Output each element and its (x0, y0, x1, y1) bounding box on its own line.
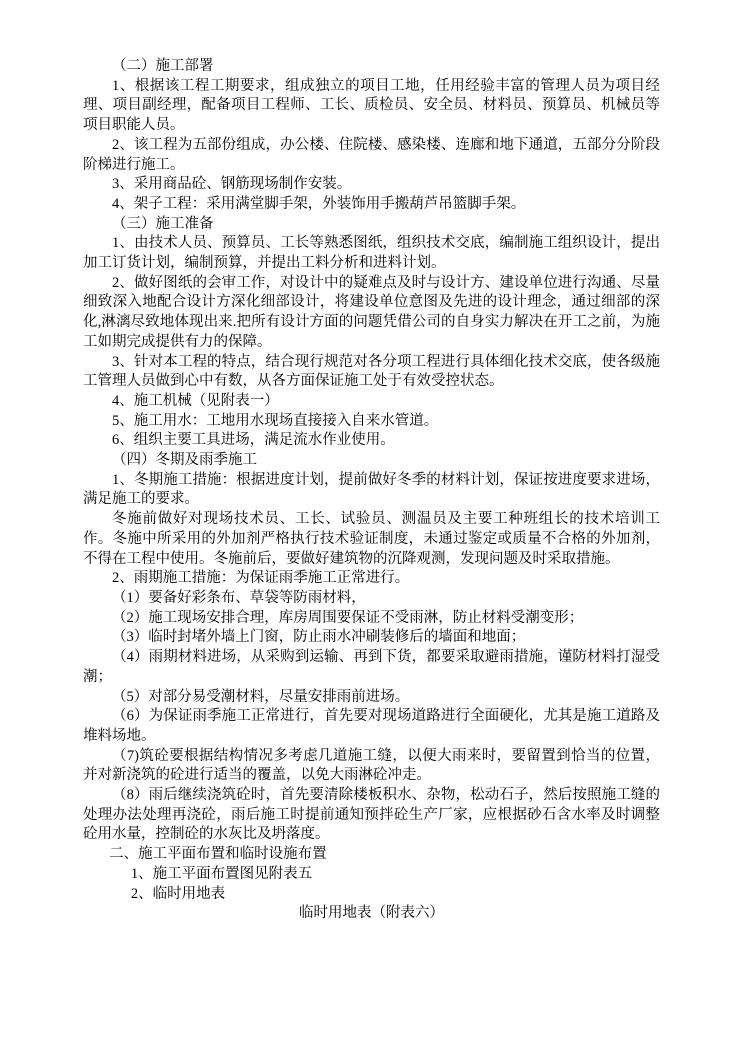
paragraph: 6、组织主要工具进场，满足流水作业使用。 (112, 432, 395, 449)
paragraph: 2、做好图纸的会审工作，对设计中的疑难点及时与设计方、建设单位进行沟通、尽量细致深入地配合设计方深化细部设计，将建设单位意图及先进的设计理念，通过细部的深化,淋漓尽致地体现出来.把所有设计方面的问题凭借公司的自身实力解决在开工之前，为施工如期完成提供有力的保障。 (83, 274, 660, 350)
paragraph: （6）为保证雨季施工正常进行，首先要对现场道路进行全面硬化，尤其是施工道路及堆料场地。 (83, 708, 660, 744)
paragraph: （1）要备好彩条布、草袋等防雨材料， (112, 589, 366, 606)
paragraph: 2、该工程为五部份组成，办公楼、住院楼、感染楼、连廊和地下通道，五部分分阶段阶梯进行施工。 (83, 136, 660, 173)
paragraph: 3、针对本工程的特点，结合现行规范对各分项工程进行具体细化技术交底，使各级施工管理人员做到心中有数，从各方面保证施工处于有效受控状态。 (83, 353, 660, 390)
paragraph: （7)筑砼要根据结构情况多考虑几道施工缝，以便大雨来时，要留置到恰当的位置，并对新浇筑的砼进行适当的覆盖，以免大雨淋砼冲走。 (83, 747, 660, 784)
paragraph: 二、施工平面布置和临时设施布置 (109, 846, 327, 863)
section-heading: （二）施工部署 (112, 58, 214, 74)
paragraph: （5）对部分易受潮材料，尽量安排雨前进场。 (112, 688, 410, 705)
paragraph: 1、由技术人员、预算员、工长等熟悉图纸，组织技术交底，编制施工组织设计，提出加工订货计划，编制预算，并提出工料分析和进料计划。 (83, 235, 660, 272)
paragraph: 临时用地表（附表六） (299, 905, 444, 922)
paragraph: 1、根据该工程工期要求，组成独立的项目工地，任用经验丰富的管理人员为项目经理、项目副经理，配备项目工程师、工长、质检员、安全员、材料员、预算员、机械员等项目职能人员。 (83, 77, 660, 134)
paragraph: 2、临时用地表 (130, 885, 226, 902)
paragraph: 2、雨期施工措施：为保证雨季施工正常进行。 (112, 570, 410, 587)
paragraph: 1、冬期施工措施：根据进度计划，提前做好冬季的材料计划，保证按进度要求进场，满足施工的要求。 (83, 471, 660, 508)
paragraph: 1、施工平面布置图见附表五 (130, 865, 313, 882)
paragraph: 3、采用商品砼、钢筋现场制作安装。 (112, 176, 352, 193)
section-heading: （三）施工准备 (112, 215, 214, 232)
paragraph: （3）临时封堵外墙上门窗，防止雨水冲刷装修后的墙面和地面； (112, 629, 526, 646)
paragraph: （4）雨期材料进场，从采购到运输、再到下货，都要采取避雨措施，谨防材料打湿受潮； (83, 649, 660, 685)
paragraph-container (83, 57, 660, 924)
paragraph: 5、施工用水：工地用水现场直接接入自来水管道。 (112, 412, 439, 429)
section-heading: （四）冬期及雨季施工 (112, 452, 257, 469)
paragraph: 4、施工机械（见附表一） (112, 392, 279, 409)
paragraph: 4、架子工程：采用满堂脚手架，外装饰用手搬葫芦吊篮脚手架。 (112, 195, 526, 212)
paragraph: （8）雨后继续浇筑砼时，首先要清除楼板积水、杂物，松动石子，然后按照施工缝的处理办法处理再浇砼，雨后施工时提前通知预拌砼生产厂家，应根据砂石含水率及时调整砼用水量，控制砼的水灰比及坍落度。 (83, 787, 660, 843)
paragraph: 冬施前做好对现场技术员、工长、试验员、测温员及主要工种班组长的技术培训工作。冬施中所采用的外加剂严格执行技术验证制度，未通过鉴定或质量不合格的外加剂，不得在工程中使用。冬施前后，要做好建筑物的沉降观测，发现问题及时采取措施。 (83, 511, 660, 567)
paragraph: （2）施工现场安排合理，库房周围要保证不受雨淋，防止材料受潮变形； (112, 609, 584, 626)
